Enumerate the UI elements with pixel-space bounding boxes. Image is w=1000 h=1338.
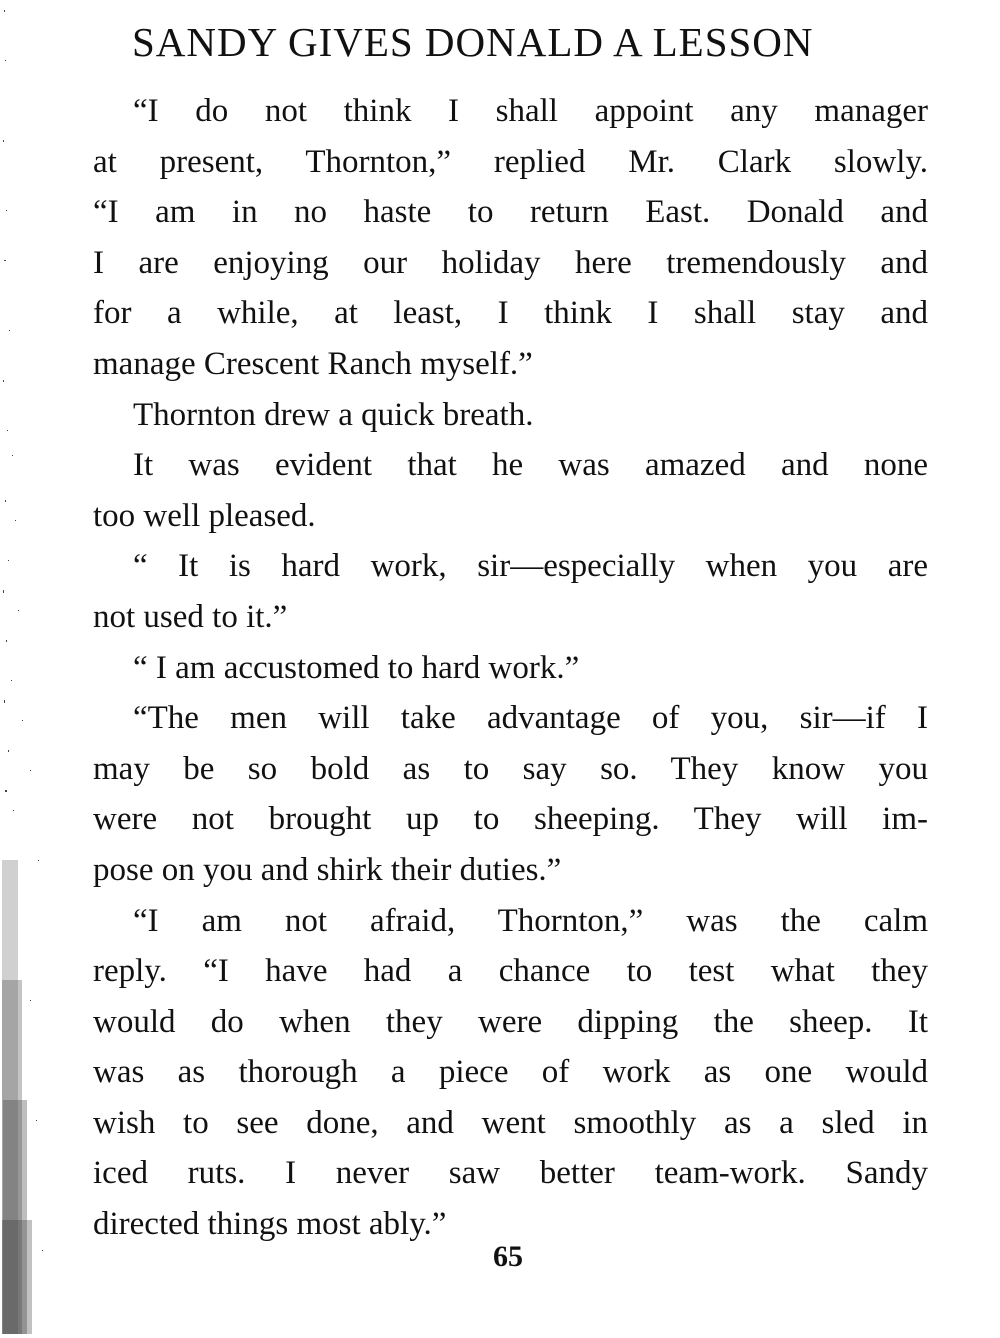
page-number: 65 xyxy=(493,1240,523,1273)
body-text xyxy=(93,86,928,1250)
page-gutter-shadow xyxy=(0,0,48,1334)
text-line: Thornton drew a quick breath. xyxy=(133,396,534,433)
text-line: was as thorough a piece of work as one would xyxy=(93,1054,928,1091)
text-line: pose on you and shirk their duties.” xyxy=(93,851,562,888)
running-head: SANDY GIVES DONALD A LESSON xyxy=(132,19,814,65)
text-line: “I do not think I shall appoint any manager xyxy=(133,93,928,129)
text-line: at present, Thornton,” replied Mr. Clark slowly. xyxy=(93,143,928,180)
text-line: may be so bold as to say so. They know you xyxy=(93,750,928,787)
text-line: “ I am accustomed to hard work.” xyxy=(133,649,580,686)
text-line: wish to see done, and went smoothly as a sled in xyxy=(93,1104,928,1141)
text-line: manage Crescent Ranch myself.” xyxy=(93,345,533,382)
text-line: I are enjoying our holiday here tremendously and xyxy=(93,244,928,281)
text-line: “The men will take advantage of you, sir—if I xyxy=(133,700,928,737)
text-line: not used to it.” xyxy=(93,598,288,635)
text-line: would do when they were dipping the sheep. It xyxy=(93,1003,928,1040)
text-line: reply. “I have had a chance to test what they xyxy=(93,953,928,990)
text-line: were not brought up to sheeping. They will im- xyxy=(93,801,928,838)
text-line: too well pleased. xyxy=(93,497,316,534)
text-line: directed things most ably.” xyxy=(93,1206,447,1243)
binding-speckle xyxy=(0,0,48,1334)
text-line: for a while, at least, I think I shall stay and xyxy=(93,295,928,332)
text-line: “I am not afraid, Thornton,” was the calm xyxy=(133,902,928,939)
text-line: It was evident that he was amazed and none xyxy=(133,447,928,484)
text-line: “I am in no haste to return East. Donald and xyxy=(93,194,928,231)
text-line: iced ruts. I never saw better team-work. Sandy xyxy=(93,1155,928,1192)
text-line: “ It is hard work, sir—especially when you are xyxy=(133,548,928,585)
